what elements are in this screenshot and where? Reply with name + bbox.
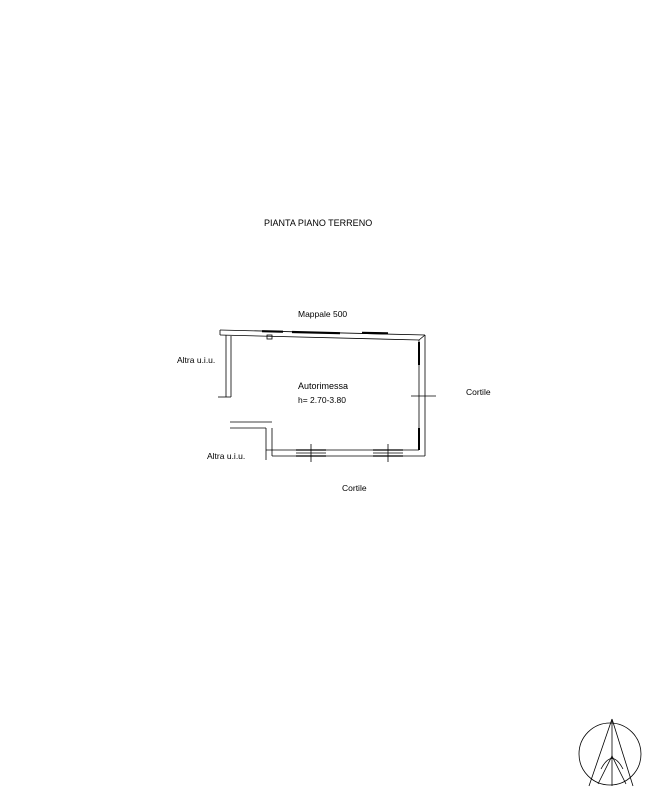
wall-right [411,335,436,456]
wall-top [220,330,425,340]
label-altra-uiu-top: Altra u.i.u. [177,355,216,365]
label-mappale: Mappale 500 [298,309,348,319]
label-cortile-bottom: Cortile [342,483,367,493]
plan-title: PIANTA PIANO TERRENO [264,218,373,228]
wall-left-lower [230,422,272,450]
wall-left-upper [218,335,231,397]
north-arrow-icon [579,719,641,786]
label-altra-uiu-bottom: Altra u.i.u. [207,451,246,461]
label-cortile-right: Cortile [466,387,491,397]
room-name: Autorimessa [298,381,349,391]
wall-bottom [266,428,425,462]
room-height: h= 2.70-3.80 [298,395,346,405]
